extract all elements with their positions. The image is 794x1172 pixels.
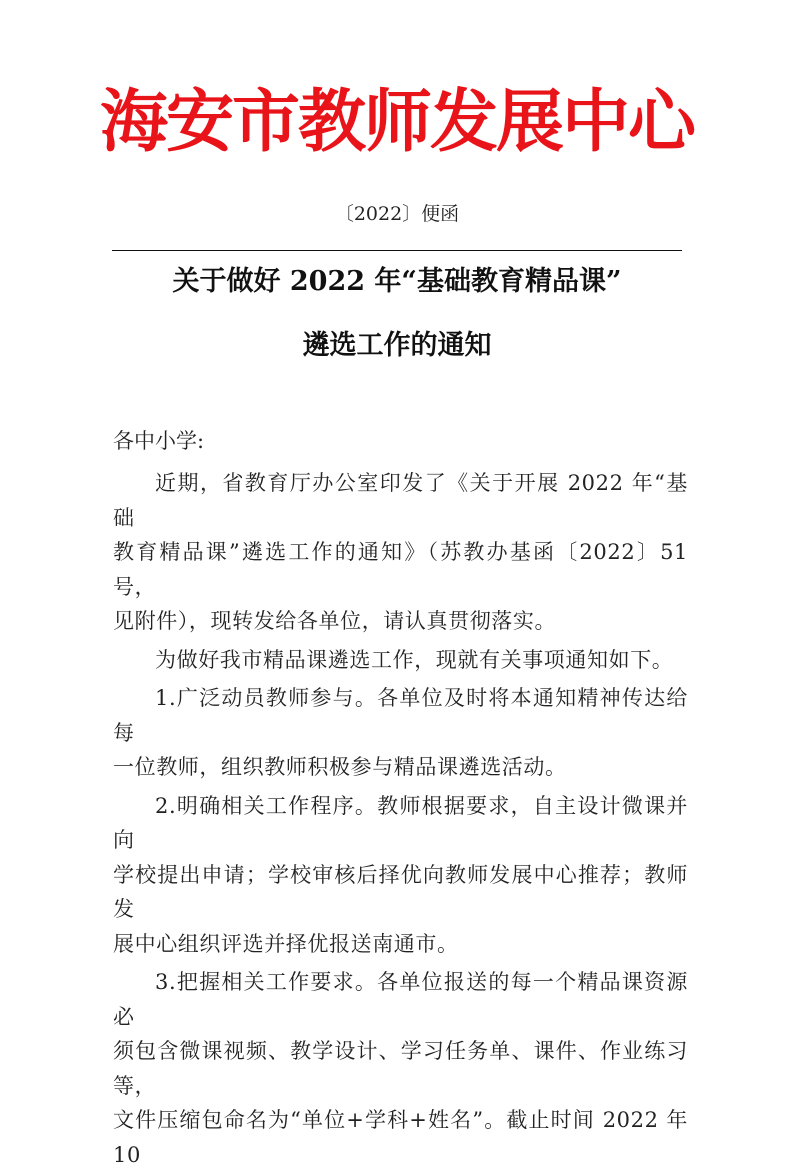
paragraph-line: 文件压缩包命名为“单位+学科+姓名”。截止时间 2022 年 10 xyxy=(113,1108,688,1167)
paragraph-line: 教育精品课”遴选工作的通知》（苏教办基函〔2022〕51 号， xyxy=(113,540,688,599)
salutation: 各中小学: xyxy=(113,429,205,453)
notice-body xyxy=(113,466,688,1172)
paragraph-line: 一位教师，组织教师积极参与精品课遴选活动。 xyxy=(113,755,567,779)
document-title-line-2: 遴选工作的通知 xyxy=(302,330,492,361)
paragraph-line: 近期，省教育厅办公室印发了《关于开展 2022 年“基础 xyxy=(113,471,688,530)
paragraph-item-2 xyxy=(113,789,688,962)
paragraph-line: 1.广泛动员教师参与。各单位及时将本通知精神传达给每 xyxy=(113,686,688,745)
paragraph-item-3 xyxy=(113,965,688,1172)
paragraph-line: 见附件），现转发给各单位，请认真贯彻落实。 xyxy=(113,609,557,633)
paragraph-line: 须包含微课视频、教学设计、学习任务单、课件、作业练习等， xyxy=(113,1039,688,1098)
paragraph-line: 展中心组织评选并择优报送南通市。 xyxy=(113,931,459,956)
issuing-organization-header: 海安市教师发展中心 xyxy=(99,82,694,162)
paragraph-line: 3.把握相关工作要求。各单位报送的每一个精品课资源必 xyxy=(113,970,688,1029)
document-number: 〔2022〕便函 xyxy=(334,203,460,225)
paragraph-intro xyxy=(113,466,688,639)
paragraph-line: 为做好我市精品课遴选工作，现就有关事项通知如下。 xyxy=(155,647,674,672)
header-divider-rule xyxy=(112,250,682,251)
paragraph-line: 2.明确相关工作程序。教师根据要求，自主设计微课并向 xyxy=(113,793,688,852)
document-title-line-1: 关于做好 2022 年“基础教育精品课” xyxy=(172,266,622,297)
paragraph-line: 学校提出申请；学校审核后择优向教师发展中心推荐；教师发 xyxy=(113,862,688,921)
paragraph-item-1 xyxy=(113,681,688,785)
paragraph-purpose xyxy=(113,643,688,678)
